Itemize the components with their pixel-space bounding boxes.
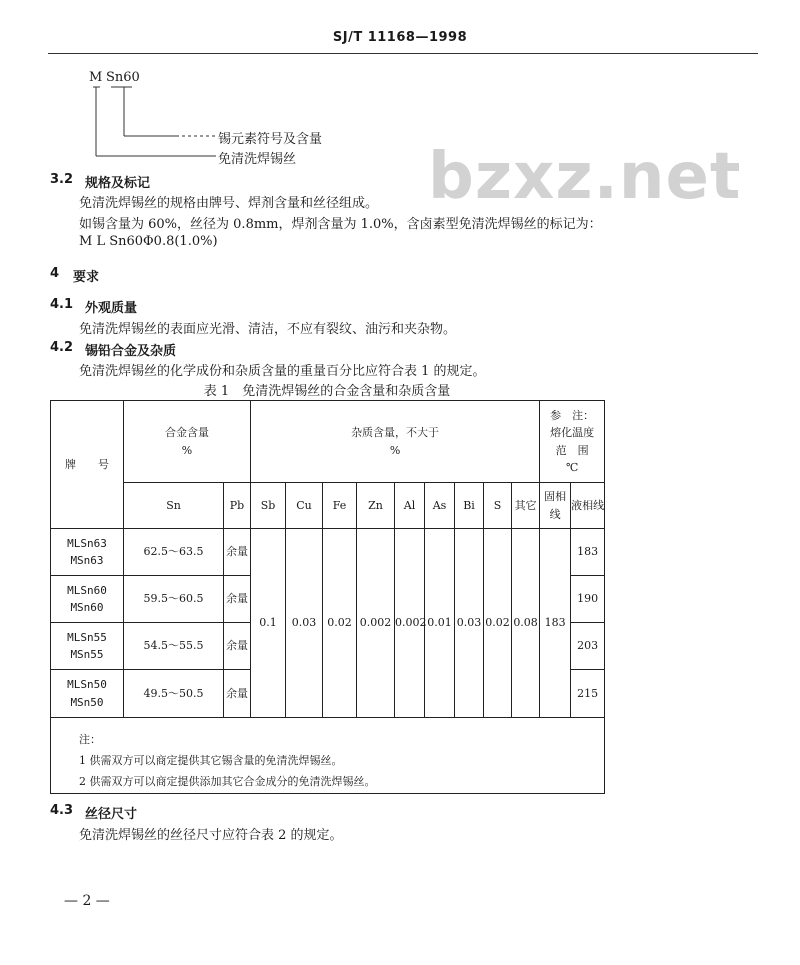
col-sn: Sn (124, 483, 224, 529)
page-number: — 2 — (64, 893, 110, 909)
section-title-4-2: 锡铅合金及杂质 (85, 344, 177, 359)
grade-cell: MLSn63 MSn63 (51, 529, 124, 576)
pb-cell: 余量 (224, 670, 251, 718)
cu-cell: 0.03 (286, 529, 323, 718)
liquidus-cell: 203 (571, 623, 605, 670)
standard-code: SJ/T 11168—1998 (332, 30, 468, 45)
paragraph-4-3: 免清洗焊锡丝的丝径尺寸应符合表 2 的规定。 (79, 828, 343, 843)
as-cell: 0.01 (425, 529, 455, 718)
pb-cell: 余量 (224, 529, 251, 576)
table-notes (51, 718, 605, 794)
table-header-row-1 (51, 401, 605, 483)
section-title-4-3: 丝径尺寸 (85, 807, 138, 822)
grade-cell: MLSn50 MSn50 (51, 670, 124, 718)
paragraph-3-2-1: 免清洗焊锡丝的规格由牌号、焊剂含量和丝径组成。 (79, 196, 379, 211)
marking-example: M L Sn60Φ0.8(1.0%) (79, 234, 218, 249)
notes-title: 注： (79, 733, 101, 746)
table-row (51, 529, 605, 576)
col-al: Al (395, 483, 425, 529)
pb-cell: 余量 (224, 576, 251, 623)
other-cell: 0.08 (512, 529, 540, 718)
col-bi: Bi (455, 483, 484, 529)
sn-cell: 62.5～63.5 (124, 529, 224, 576)
section-number-4: 4 (50, 266, 60, 281)
paragraph-4-1: 免清洗焊锡丝的表面应光滑、清洁，不应有裂纹、油污和夹杂物。 (79, 322, 457, 337)
sn-cell: 49.5～50.5 (124, 670, 224, 718)
col-pb: Pb (224, 483, 251, 529)
sn-cell: 54.5～55.5 (124, 623, 224, 670)
col-liquidus: 液相线 (571, 483, 605, 529)
paragraph-4-2: 免清洗焊锡丝的化学成份和杂质含量的重量百分比应符合表 1 的规定。 (79, 364, 486, 379)
solidus-cell: 183 (540, 529, 571, 718)
col-sb: Sb (251, 483, 286, 529)
section-number-4-1: 4.1 (50, 297, 74, 312)
diagram-prefix: M (89, 70, 103, 85)
header-impurity: 杂质含量，不大于 % (251, 401, 540, 483)
note-2: 2 供需双方可以商定提供添加其它合金成分的免清洗焊锡丝。 (79, 774, 376, 788)
section-title-4: 要求 (73, 270, 100, 285)
sn-cell: 59.5～60.5 (124, 576, 224, 623)
fe-cell: 0.02 (323, 529, 357, 718)
header-grade: 牌 号 (51, 401, 124, 529)
al-cell: 0.002 (395, 529, 425, 718)
bi-cell: 0.03 (455, 529, 484, 718)
col-solidus: 固相线 (540, 483, 571, 529)
section-title-4-1: 外观质量 (85, 301, 138, 316)
col-zn: Zn (357, 483, 395, 529)
liquidus-cell: 215 (571, 670, 605, 718)
diagram-label-lower: 免清洗焊锡丝 (218, 152, 297, 167)
col-cu: Cu (286, 483, 323, 529)
diagram-label-upper: 锡元素符号及含量 (218, 132, 323, 147)
pb-cell: 余量 (224, 623, 251, 670)
sb-cell: 0.1 (251, 529, 286, 718)
section-title-3-2: 规格及标记 (85, 176, 151, 191)
diagram-code: Sn60 (106, 70, 140, 85)
liquidus-cell: 190 (571, 576, 605, 623)
alloy-impurity-table (50, 400, 605, 794)
note-1: 1 供需双方可以商定提供其它锡含量的免清洗焊锡丝。 (79, 753, 343, 767)
col-fe: Fe (323, 483, 357, 529)
zn-cell: 0.002 (357, 529, 395, 718)
header-reference: 参 注： 熔化温度 范 围 ℃ (540, 401, 605, 483)
grade-cell: MLSn60 MSn60 (51, 576, 124, 623)
table-caption: 表 1 免清洗焊锡丝的合金含量和杂质含量 (203, 384, 451, 399)
watermark: bzxz.net (428, 140, 742, 214)
section-number-4-2: 4.2 (50, 340, 74, 355)
table-notes-row (51, 718, 605, 794)
liquidus-cell: 183 (571, 529, 605, 576)
table-header-row-2 (51, 483, 605, 529)
grade-cell: MLSn55 MSn55 (51, 623, 124, 670)
section-number-4-3: 4.3 (50, 803, 74, 818)
col-s: S (484, 483, 512, 529)
paragraph-3-2-2: 如锡含量为 60%，丝径为 0.8mm，焊剂含量为 1.0%，含卤素型免清洗焊锡丝的标记为： (79, 217, 602, 232)
col-as: As (425, 483, 455, 529)
col-other: 其它 (512, 483, 540, 529)
header-alloy: 合金含量 % (124, 401, 251, 483)
section-number-3-2: 3.2 (50, 172, 74, 187)
s-cell: 0.02 (484, 529, 512, 718)
